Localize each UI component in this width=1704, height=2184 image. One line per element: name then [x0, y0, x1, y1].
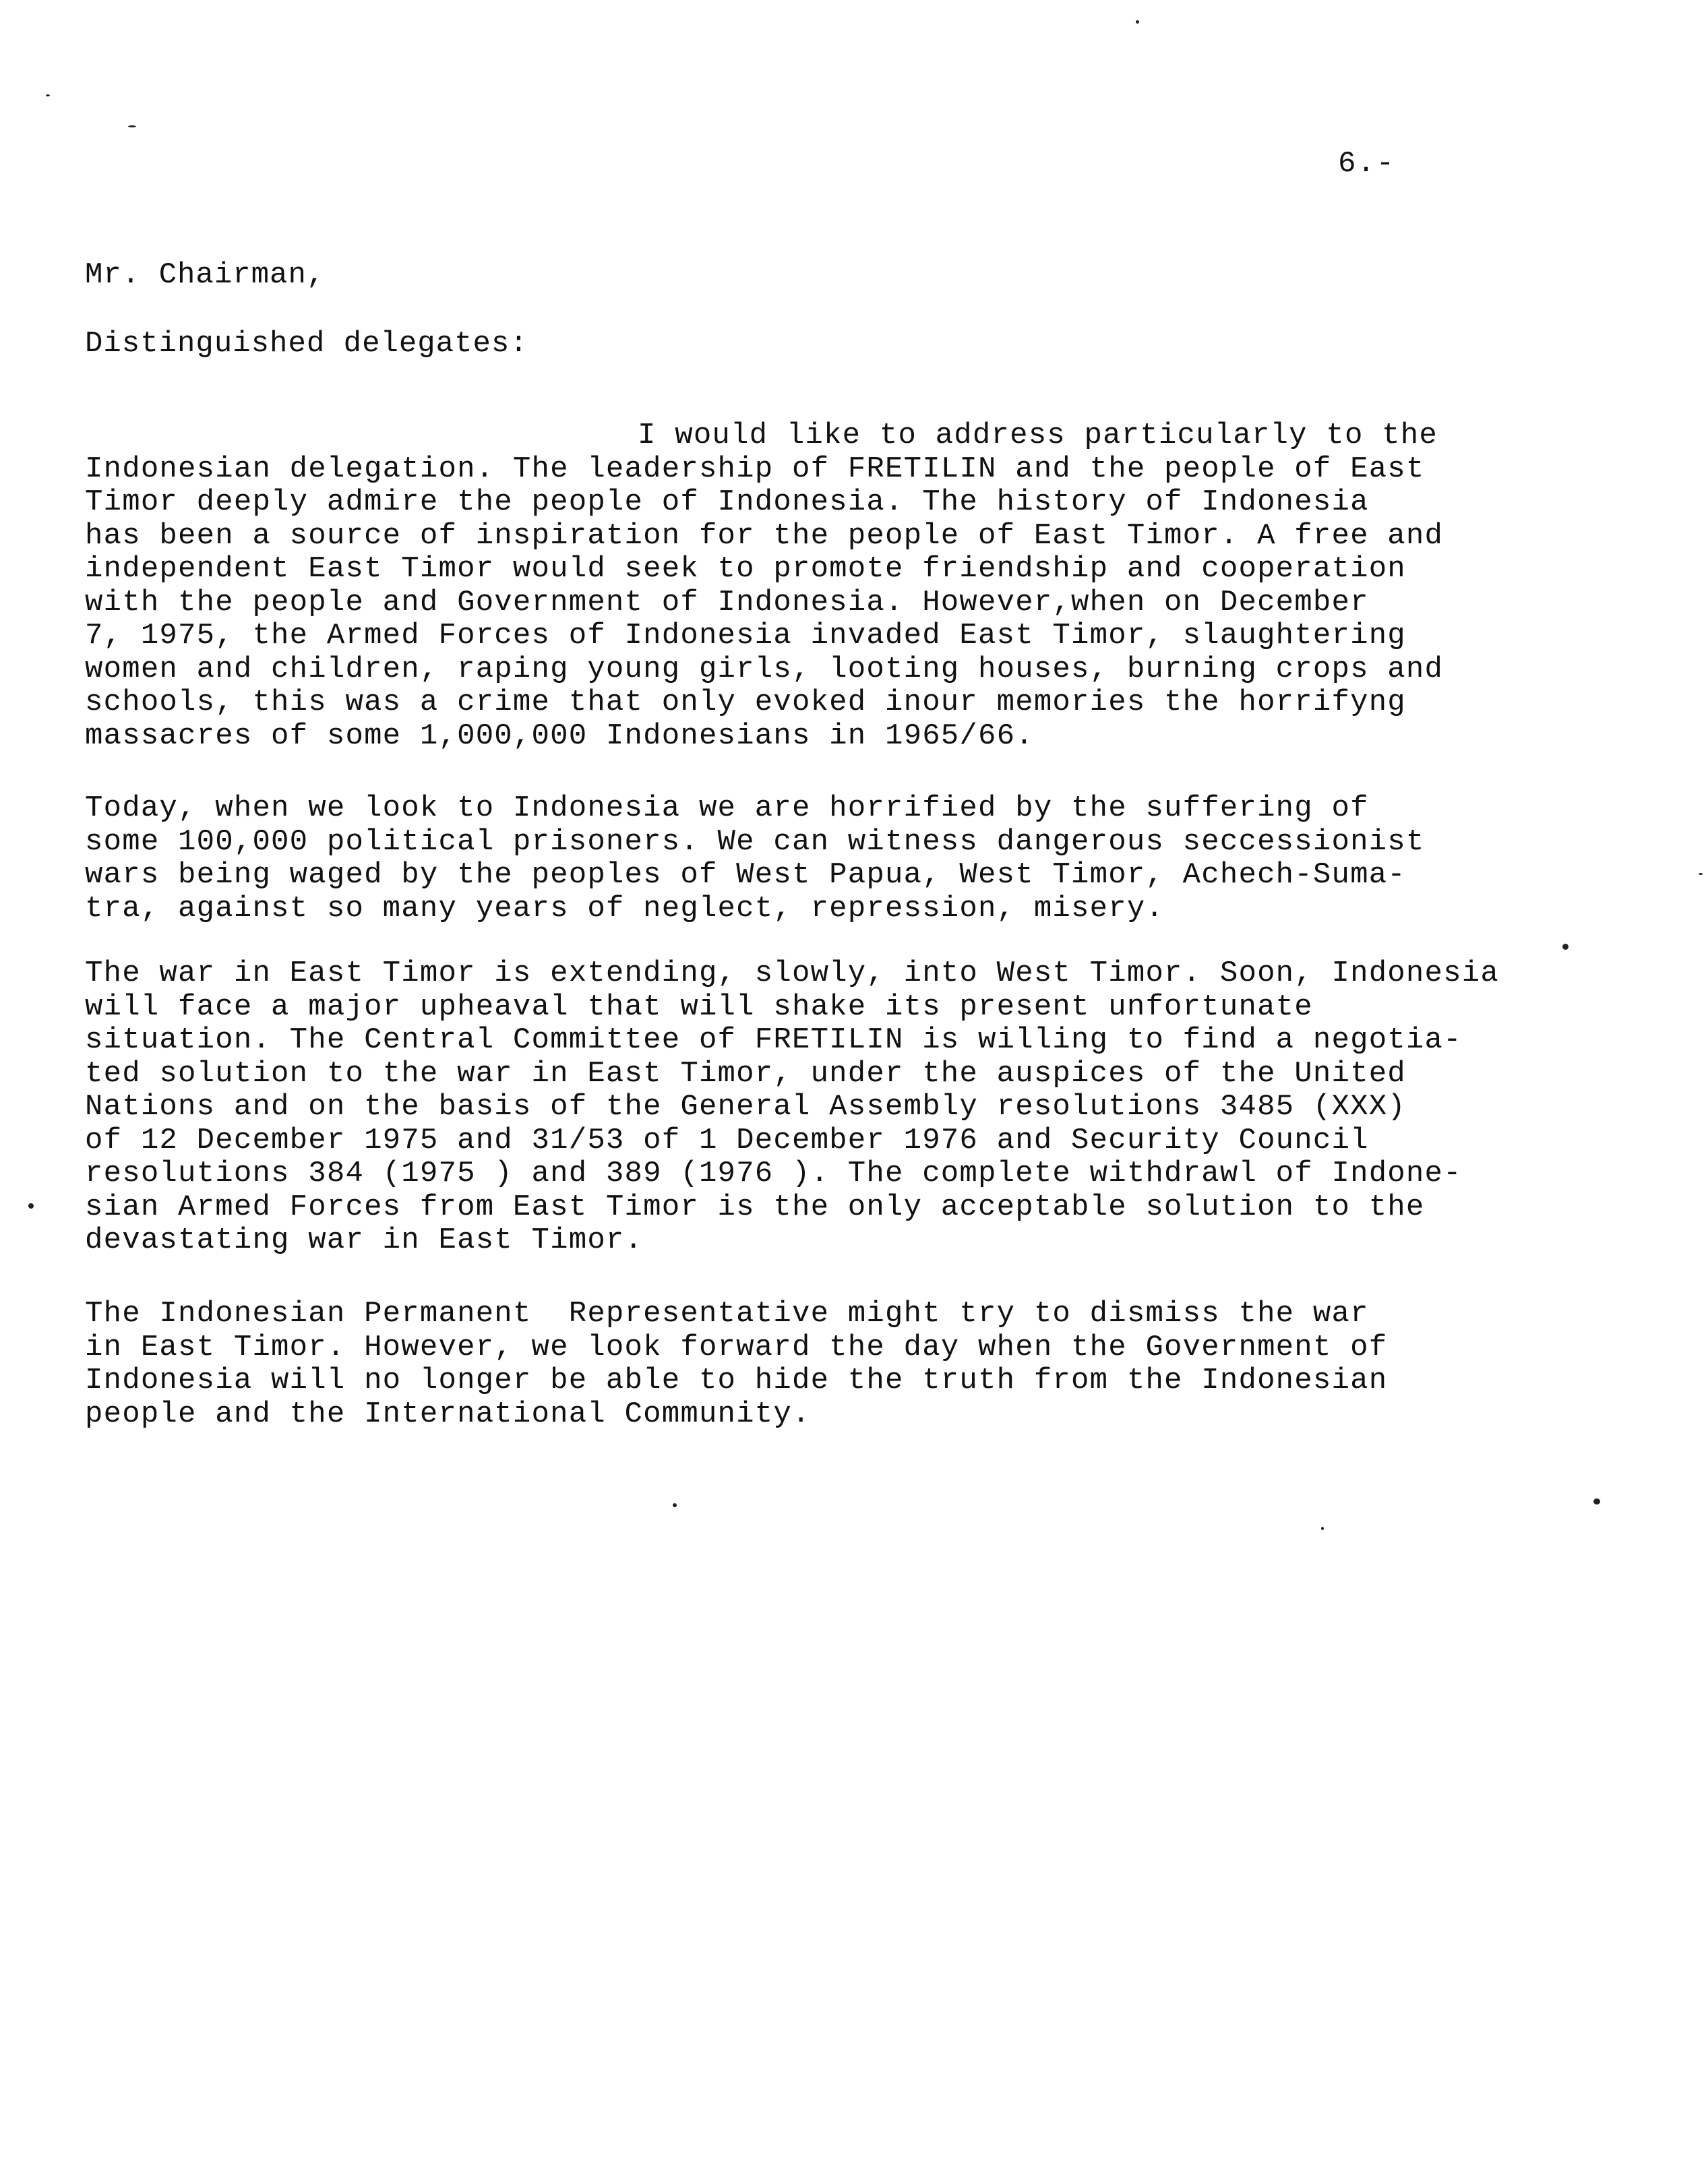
paragraph-line: Today, when we look to Indonesia we are horrified by the suffering of [85, 791, 1369, 825]
paragraph-political-prisoners [85, 792, 1676, 926]
scan-speck [1593, 1498, 1600, 1505]
paragraph-line: 7, 1975, the Armed Forces of Indonesia invaded East Timor, slaughtering [85, 619, 1406, 653]
paragraph-line: has been a source of inspiration for the people of East Timor. A free and [85, 518, 1444, 553]
scan-speck [1136, 20, 1139, 24]
scan-speck [1699, 873, 1703, 875]
paragraph-line: massacres of some 1,000,000 Indonesians in 1965/66. [85, 719, 1034, 753]
salutation-chairman: Mr. Chairman, [85, 258, 326, 292]
scan-speck [46, 94, 50, 96]
page-number: 6.- [1338, 147, 1396, 181]
paragraph-line: women and children, raping young girls, looting houses, burning crops and [85, 652, 1444, 686]
scan-speck [28, 1203, 34, 1209]
paragraph-line: with the people and Government of Indonesia. However,when on December [85, 585, 1369, 619]
paragraph-war-west-timor [85, 957, 1676, 1258]
paragraph-line: some 100,000 political prisoners. We can witness dangerous seccessionist [85, 824, 1425, 859]
paragraph-line: sian Armed Forces from East Timor is the only acceptable solution to the [85, 1190, 1425, 1224]
paragraph-permanent-representative [85, 1298, 1676, 1431]
paragraph-line: wars being waged by the peoples of West Papua, West Timor, Achech-Suma- [85, 858, 1406, 892]
paragraph-line: Indonesia will no longer be able to hide the truth from the Indonesian [85, 1364, 1388, 1397]
paragraph-line: ted solution to the war in East Timor, under the auspices of the United [85, 1056, 1406, 1091]
paragraph-line: The war in East Timor is extending, slowly, into West Timor. Soon, Indonesia [85, 957, 1499, 990]
paragraph-line: tra, against so many years of neglect, repression, misery. [85, 891, 1165, 926]
salutation-delegates: Distinguished delegates: [85, 327, 528, 361]
scan-speck [673, 1503, 677, 1507]
paragraph-indonesian-delegation [85, 419, 1676, 753]
paragraph-line: devastating war in East Timor. [85, 1223, 644, 1257]
paragraph-line: schools, this was a crime that only evoked inour memories the horrifyng [85, 686, 1406, 719]
paragraph-line: situation. The Central Committee of FRETILIN is willing to find a negotia- [85, 1023, 1462, 1057]
paragraph-line: Indonesian delegation. The leadership of FRETILIN and the people of East [85, 452, 1425, 486]
paragraph-line: of 12 December 1975 and 31/53 of 1 December 1976 and Security Council [85, 1123, 1369, 1157]
paragraph-line: Nations and on the basis of the General Assembly resolutions 3485 (XXX) [85, 1090, 1406, 1124]
paragraph-line: will face a major upheaval that will shake its present unfortunate [85, 990, 1313, 1024]
paragraph-line: Timor deeply admire the people of Indonesia. The history of Indonesia [85, 485, 1369, 519]
scan-speck [1562, 944, 1569, 950]
paragraph-line: people and the International Community. [85, 1397, 811, 1431]
paragraph-line: I would like to address particularly to the [638, 419, 1438, 452]
paragraph-line: resolutions 384 (1975 ) and 389 (1976 ). The complete withdrawl of Indone- [85, 1157, 1462, 1190]
paragraph-line: independent East Timor would seek to promote friendship and cooperation [85, 552, 1406, 586]
scan-speck [128, 125, 136, 127]
scan-speck [1321, 1527, 1324, 1530]
paragraph-line: The Indonesian Permanent Representative might try to dismiss the war [85, 1297, 1369, 1331]
paragraph-line: in East Timor. However, we look forward the day when the Government of [85, 1330, 1388, 1364]
